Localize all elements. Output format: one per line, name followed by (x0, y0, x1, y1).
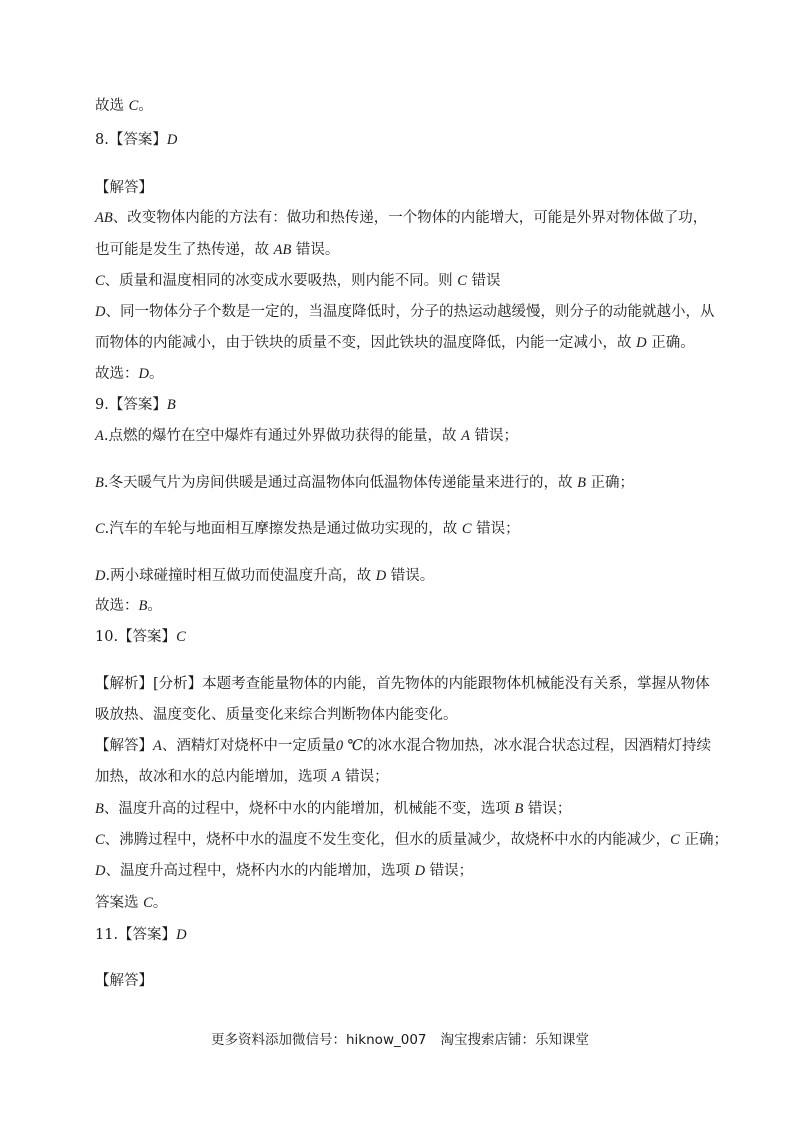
footer-wechat: 更多资料添加微信号：hiknow_007 (211, 1032, 427, 1048)
footer-shop: 淘宝搜索店铺：乐知课堂 (440, 1032, 589, 1048)
solution-heading: 【解答】 (95, 973, 153, 989)
page-footer (0, 1030, 800, 1050)
answer-heading-9: 9.【答案】B (95, 397, 176, 413)
text-line: D.两小球碰撞时相互做功而使温度升高，故 D 错误。 (95, 568, 435, 584)
text-line: C.汽车的车轮与地面相互摩擦发热是通过做功实现的，故 C 错误； (95, 521, 520, 537)
answer-heading-8: 8.【答案】D (95, 132, 178, 148)
text-line: 故选 C。 (95, 98, 153, 114)
text-line: B.冬天暖气片为房间供暖是通过高温物体向低温物体传递能量来进行的，故 B 正确； (95, 475, 635, 491)
text-line: 故选：B。 (95, 598, 162, 614)
text-line: AB、改变物体内能的方法有：做功和热传递，一个物体的内能增大，可能是外界对物体做了功， (95, 210, 708, 226)
answer-heading-11: 11.【答案】D (95, 927, 187, 943)
solution-heading: 【解答】 (95, 180, 153, 196)
text-line: D、温度升高过程中，烧杯内水的内能增加，选项 D 错误； (95, 863, 474, 879)
text-line: 答案选 C。 (95, 895, 168, 911)
text-line: 也可能是发生了热传递，故 AB 错误。 (95, 242, 340, 258)
text-line: D、同一物体分子个数是一定的，当温度降低时，分子的热运动越缓慢，则分子的动能就越小，从 (95, 304, 715, 320)
text-line: C、沸腾过程中，烧杯中水的温度不发生变化，但水的质量减少，故烧杯中水的内能减少，C 正确； (95, 832, 728, 848)
text-line: C、质量和温度相同的冰变成水要吸热，则内能不同。则 C 错误 (95, 273, 501, 289)
text-line: 故选：D。 (95, 366, 164, 382)
text-line: 【解析】[分析】本题考查能量物体的内能，首先物体的内能跟物体机械能没有关系，掌握从物体 (95, 676, 710, 692)
text-line: 【解答】A、酒精灯对烧杯中一定质量0 ℃的冰水混合物加热，冰水混合状态过程，因酒精灯持续 (95, 738, 711, 754)
text-line: A.点燃的爆竹在空中爆炸有通过外界做功获得的能量，故 A 错误； (95, 428, 519, 444)
answer-heading-10: 10.【答案】C (95, 629, 186, 645)
text-line: 吸放热、温度变化、质量变化来综合判断物体内能变化。 (95, 707, 458, 723)
text-line: 而物体的内能减小，由于铁块的质量不变，因此铁块的温度降低，内能一定减小，故 D 正确。 (95, 335, 695, 351)
text-line: B、温度升高的过程中，烧杯中水的内能增加，机械能不变，选项 B 错误； (95, 801, 572, 817)
text-line: 加热，故冰和水的总内能增加，选项 A 错误； (95, 769, 389, 785)
